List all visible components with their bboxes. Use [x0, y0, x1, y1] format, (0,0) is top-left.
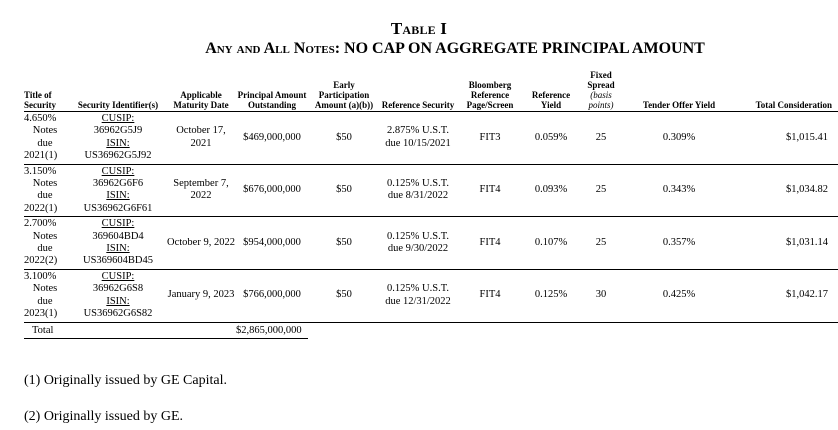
total-consideration: $1,015.41	[734, 112, 838, 165]
security-identifiers	[70, 164, 166, 217]
principal-amount: $766,000,000	[236, 269, 308, 322]
cusip-value: 369604BD4	[92, 230, 144, 242]
isin-value: US36962G5J92	[84, 150, 152, 162]
isin-label: ISIN:	[106, 137, 130, 149]
tender-offer-yield: 0.357%	[624, 217, 734, 270]
header-spread-basis: (basis	[590, 90, 612, 100]
fixed-spread: 25	[578, 112, 624, 165]
tender-offer-yield: 0.343%	[624, 164, 734, 217]
tender-offer-yield: 0.425%	[624, 269, 734, 322]
isin-value: US36962G6F61	[83, 202, 153, 214]
reference-security: 0.125% U.S.T. due 9/30/2022	[380, 217, 456, 270]
cusip-value: 36962G6F6	[92, 178, 144, 190]
footnote-1: (1) Originally issued by GE Capital.	[24, 373, 227, 388]
maturity-date: October 17, 2021	[166, 112, 236, 165]
header-bloomberg: Bloomberg Reference Page/Screen	[456, 70, 524, 112]
header-principal: Principal Amount Outstanding	[236, 70, 308, 112]
security-title-line: 3.150%	[24, 165, 57, 177]
security-title-line: Notes	[32, 125, 58, 137]
total-label: Total	[24, 322, 70, 338]
cusip-value: 36962G5J9	[93, 125, 143, 137]
cusip-label: CUSIP:	[101, 165, 135, 177]
table-row	[24, 164, 838, 217]
principal-amount: $676,000,000	[236, 164, 308, 217]
header-title: Title of Security	[24, 70, 70, 112]
security-title-line: 2022(2)	[24, 255, 58, 267]
header-fixed-spread	[578, 70, 624, 112]
early-participation: $50	[308, 164, 380, 217]
header-tender-yield: Tender Offer Yield	[624, 70, 734, 112]
isin-label: ISIN:	[106, 190, 130, 202]
isin-value: US36962G6S82	[83, 308, 153, 320]
early-participation: $50	[308, 112, 380, 165]
security-title-line: 3.100%	[24, 270, 57, 282]
security-identifiers	[70, 217, 166, 270]
tender-offer-yield: 0.309%	[624, 112, 734, 165]
security-title	[24, 269, 70, 322]
header-identifier: Security Identifier(s)	[70, 70, 166, 112]
maturity-date: January 9, 2023	[166, 269, 236, 322]
table-subtitle: Any and All Notes: NO CAP ON AGGREGATE PRINCIPAL AMOUNT	[205, 40, 705, 57]
security-title-line: 2.700%	[24, 218, 57, 230]
security-title-line: 2021(1)	[24, 150, 58, 162]
security-title	[24, 164, 70, 217]
bloomberg-page: FIT3	[456, 112, 524, 165]
principal-amount: $954,000,000	[236, 217, 308, 270]
notes-table	[24, 70, 838, 339]
reference-yield: 0.107%	[524, 217, 578, 270]
header-total: Total Consideration	[734, 70, 838, 112]
isin-label: ISIN:	[106, 295, 130, 307]
reference-yield: 0.059%	[524, 112, 578, 165]
reference-security: 0.125% U.S.T. due 12/31/2022	[380, 269, 456, 322]
security-title	[24, 217, 70, 270]
reference-yield: 0.125%	[524, 269, 578, 322]
bloomberg-page: FIT4	[456, 269, 524, 322]
isin-label: ISIN:	[106, 243, 130, 255]
isin-value: US369604BD45	[82, 255, 153, 267]
fixed-spread: 25	[578, 217, 624, 270]
security-title-line: due	[37, 243, 53, 255]
total-principal: $2,865,000,000	[236, 322, 308, 338]
reference-yield: 0.093%	[524, 164, 578, 217]
early-participation: $50	[308, 269, 380, 322]
early-participation: $50	[308, 217, 380, 270]
security-title-line: 2023(1)	[24, 308, 58, 320]
total-row	[24, 322, 838, 338]
security-title-line: due	[37, 190, 53, 202]
total-consideration: $1,031.14	[734, 217, 838, 270]
maturity-date: September 7, 2022	[166, 164, 236, 217]
table-row	[24, 269, 838, 322]
table-row	[24, 217, 838, 270]
header-reference-security: Reference Security	[380, 70, 456, 112]
table-title: Table I	[390, 19, 448, 38]
security-title	[24, 112, 70, 165]
bloomberg-page: FIT4	[456, 164, 524, 217]
footnote-2: (2) Originally issued by GE.	[24, 409, 184, 424]
cusip-value: 36962G6S8	[92, 283, 144, 295]
bloomberg-page: FIT4	[456, 217, 524, 270]
header-spread-top: Fixed Spread	[587, 70, 615, 90]
principal-amount: $469,000,000	[236, 112, 308, 165]
security-title-line: due	[37, 137, 53, 149]
header-spread-points: points)	[588, 100, 614, 110]
fixed-spread: 30	[578, 269, 624, 322]
security-title-line: due	[37, 295, 53, 307]
header-early: Early Participation Amount (a)(b))	[308, 70, 380, 112]
fixed-spread: 25	[578, 164, 624, 217]
reference-security: 0.125% U.S.T. due 8/31/2022	[380, 164, 456, 217]
security-title-line: 2022(1)	[24, 202, 58, 214]
table-row	[24, 112, 838, 165]
total-consideration: $1,042.17	[734, 269, 838, 322]
maturity-date: October 9, 2022	[166, 217, 236, 270]
header-row	[24, 70, 838, 112]
header-reference-yield: Reference Yield	[524, 70, 578, 112]
reference-security: 2.875% U.S.T. due 10/15/2021	[380, 112, 456, 165]
security-title-line: Notes	[32, 178, 58, 190]
security-title-line: 4.650%	[24, 113, 57, 124]
cusip-label: CUSIP:	[101, 218, 135, 230]
security-identifiers	[70, 269, 166, 322]
total-consideration: $1,034.82	[734, 164, 838, 217]
cusip-label: CUSIP:	[101, 113, 135, 124]
security-title-line: Notes	[32, 283, 58, 295]
cusip-label: CUSIP:	[101, 270, 135, 282]
header-maturity: Applicable Maturity Date	[166, 70, 236, 112]
security-identifiers	[70, 112, 166, 165]
security-title-line: Notes	[32, 230, 58, 242]
